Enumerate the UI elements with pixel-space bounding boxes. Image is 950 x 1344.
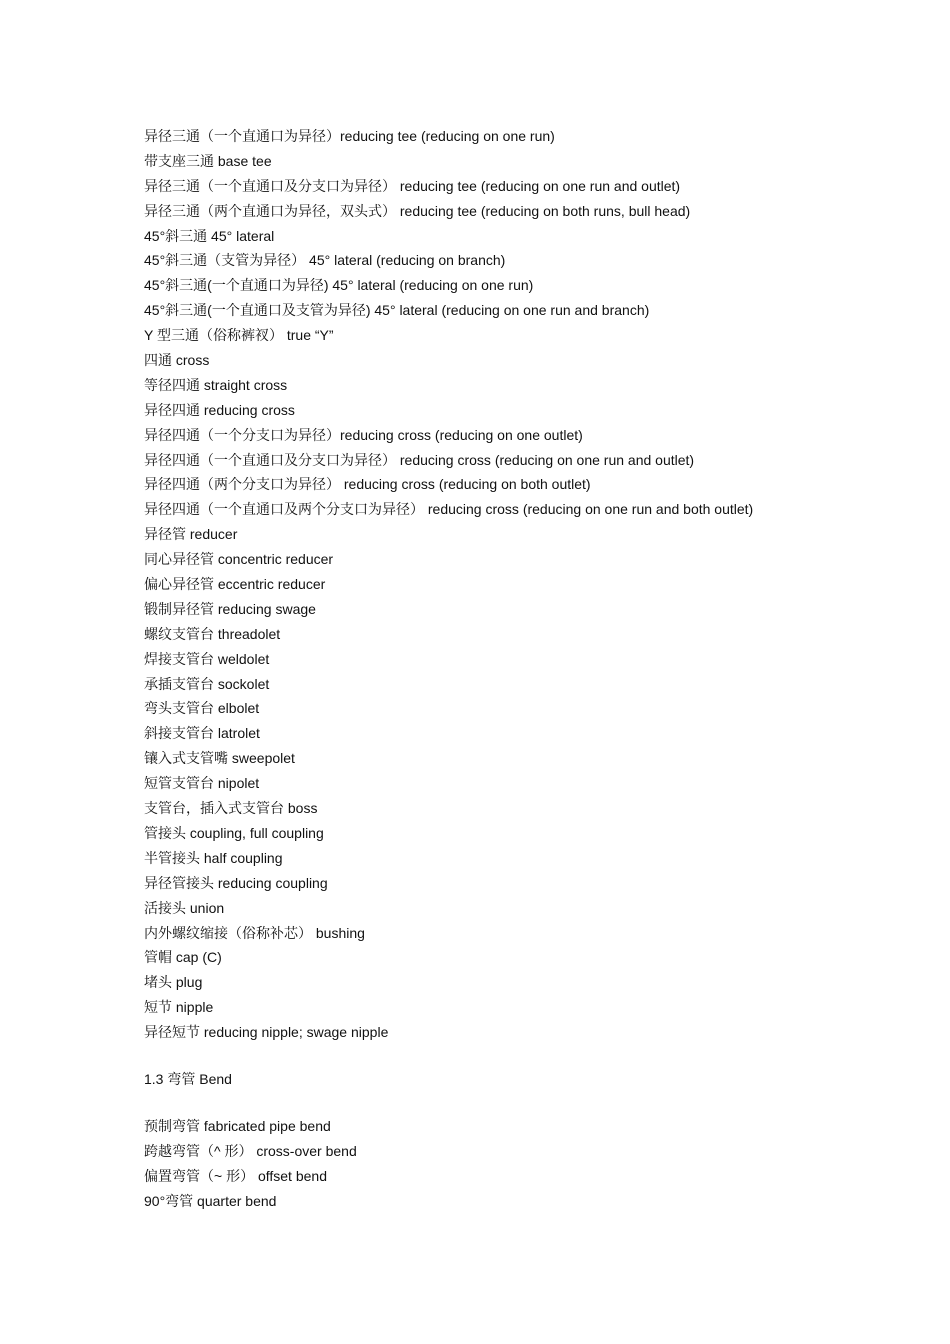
term-line: 90°弯管 quarter bend: [144, 1192, 277, 1209]
term-line: 跨越弯管（^ 形） cross-over bend: [144, 1142, 357, 1159]
term-line: 承插支管台 sockolet: [144, 675, 270, 692]
term-line: 管帽 cap (C): [144, 949, 222, 966]
term-line: 异径四通 reducing cross: [144, 401, 295, 418]
term-line: 异径短节 reducing nipple; swage nipple: [144, 1024, 389, 1041]
term-line: 异径三通（一个直通口及分支口为异径） reducing tee (reducing on one run and outlet): [144, 177, 681, 194]
term-line: 异径三通（两个直通口为异径，双头式） reducing tee (reducing on both runs, bull head): [144, 202, 691, 219]
term-line: 异径四通（一个分支口为异径）reducing cross (reducing on one outlet): [144, 426, 583, 443]
term-line: 焊接支管台 weldolet: [144, 650, 270, 667]
term-line: 管接头 coupling, full coupling: [144, 824, 324, 841]
term-line: 偏心异径管 eccentric reducer: [144, 576, 326, 593]
term-line: 45°斜三通(一个直通口及支管为异径) 45° lateral (reducing on one run and branch): [144, 302, 650, 319]
term-line: 锻制异径管 reducing swage: [144, 600, 316, 617]
term-line: 斜接支管台 latrolet: [144, 725, 260, 742]
term-line: 半管接头 half coupling: [144, 849, 283, 866]
term-line: 45°斜三通 45° lateral: [144, 227, 275, 244]
term-line: 内外螺纹缩接（俗称补芯） bushing: [144, 924, 365, 941]
term-line: 螺纹支管台 threadolet: [144, 625, 281, 642]
term-line: 镶入式支管嘴 sweepolet: [144, 750, 295, 767]
section-heading-bend: 1.3 弯管 Bend: [144, 1070, 232, 1087]
document-content: [144, 124, 904, 1213]
term-line: 偏置弯管（~ 形） offset bend: [144, 1167, 327, 1184]
term-line: 同心异径管 concentric reducer: [144, 551, 334, 568]
term-line: 45°斜三通(一个直通口为异径) 45° lateral (reducing on one run): [144, 277, 534, 294]
term-line: 短节 nipple: [144, 999, 214, 1016]
term-line: 堵头 plug: [144, 974, 203, 991]
term-line: 等径四通 straight cross: [144, 376, 288, 393]
term-list-fittings: [144, 124, 904, 1045]
term-line: 四通 cross: [144, 352, 210, 369]
term-line: 异径管接头 reducing coupling: [144, 874, 328, 891]
term-line: 异径管 reducer: [144, 526, 238, 543]
term-line: Y 型三通（俗称裤衩） true “Y”: [144, 327, 334, 344]
term-line: 异径四通（一个直通口及两个分支口为异径） reducing cross (reducing on one run and both outlet): [144, 501, 754, 518]
term-list-bends: [144, 1114, 904, 1214]
term-line: 支管台，插入式支管台 boss: [144, 800, 318, 817]
term-line: 预制弯管 fabricated pipe bend: [144, 1117, 331, 1134]
term-line: 短管支管台 nipolet: [144, 775, 260, 792]
term-line: 带支座三通 base tee: [144, 152, 272, 169]
term-line: 异径三通（一个直通口为异径）reducing tee (reducing on one run): [144, 128, 555, 144]
term-line: 弯头支管台 elbolet: [144, 700, 260, 717]
term-line: 异径四通（一个直通口及分支口为异径） reducing cross (reducing on one run and outlet): [144, 451, 695, 468]
term-line: 45°斜三通（支管为异径） 45° lateral (reducing on branch): [144, 252, 506, 269]
term-line: 活接头 union: [144, 899, 225, 916]
term-line: 异径四通（两个分支口为异径） reducing cross (reducing on both outlet): [144, 476, 591, 493]
